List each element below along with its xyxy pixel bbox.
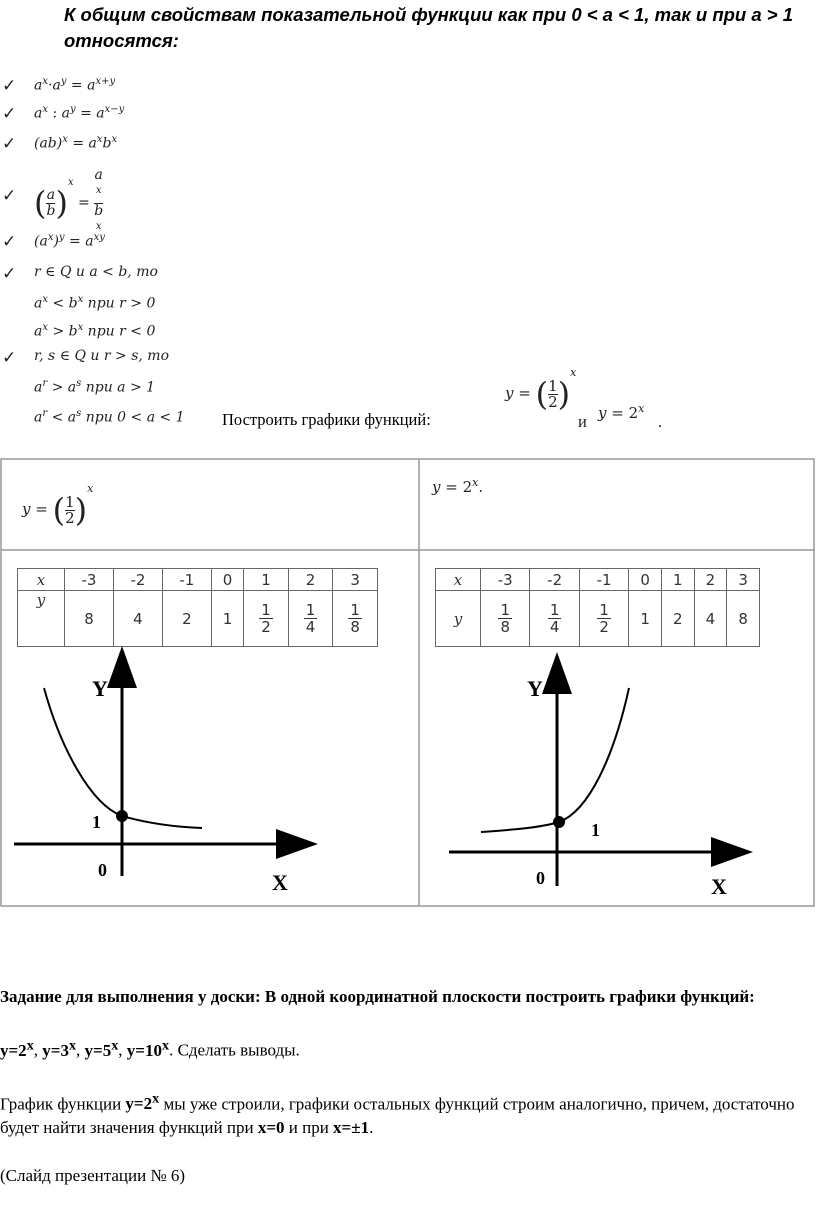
cell-y: $\frac{1}{8}$ bbox=[481, 591, 530, 647]
page-title: К общим свойствам показательной функции как при 0 < a < 1, так и при a > 1 относятся: bbox=[64, 4, 794, 51]
y-label: Y bbox=[92, 676, 108, 701]
cell-x: -2 bbox=[113, 569, 162, 591]
check-icon: ✓ bbox=[2, 232, 17, 252]
table-row-y bbox=[18, 591, 378, 647]
cell-y: 1 bbox=[211, 591, 243, 647]
y-label: Y bbox=[527, 676, 543, 701]
values-table-half bbox=[17, 568, 378, 647]
header-y: y bbox=[436, 591, 481, 647]
cell-x: 2 bbox=[694, 569, 727, 591]
cell-y: $\frac{1}{4}$ bbox=[288, 591, 333, 647]
cell-y: 4 bbox=[694, 591, 727, 647]
task-heading: Задание для выполнения у доски: В одной координатной плоскости построить графики функций: bbox=[0, 987, 755, 1006]
formula-half-power-top: y = ( $\frac{1}{2}$ )$^x$ bbox=[505, 366, 577, 413]
build-graphs-text: Построить графики функций: bbox=[222, 410, 431, 429]
header-x: x bbox=[18, 569, 65, 591]
check-icon: ✓ bbox=[2, 186, 17, 206]
one-label: 1 bbox=[591, 820, 600, 840]
cell-y: 4 bbox=[113, 591, 162, 647]
zero-label: 0 bbox=[98, 860, 107, 880]
cell-x: -2 bbox=[530, 569, 579, 591]
point-0-1 bbox=[116, 810, 128, 822]
cell-y: $\frac{1}{4}$ bbox=[530, 591, 579, 647]
check-icon: ✓ bbox=[2, 134, 17, 154]
graph-half-power bbox=[0, 646, 419, 906]
formula-two-power-top: $y = 2^x$ bbox=[598, 402, 645, 422]
cell-y: 8 bbox=[727, 591, 760, 647]
x-label: X bbox=[711, 874, 727, 899]
check-icon: ✓ bbox=[2, 104, 17, 124]
cell-y: 2 bbox=[661, 591, 694, 647]
curve bbox=[481, 688, 629, 832]
check-icon: ✓ bbox=[2, 348, 17, 368]
table-row-x bbox=[18, 569, 378, 591]
cell-y: $\frac{1}{2}$ bbox=[579, 591, 628, 647]
graphs-table bbox=[0, 458, 816, 907]
cell-y: 1 bbox=[629, 591, 662, 647]
task-functions: $y=2^x$, $y=3^x$, $y=5^x$, $y=10^x$. Сделать выводы. bbox=[0, 1037, 300, 1060]
formula-half-power-cell: y = ( $\frac{1}{2}$ )$^x$ bbox=[22, 482, 94, 529]
one-label: 1 bbox=[92, 812, 101, 832]
slide-reference: (Слайд презентации № 6) bbox=[0, 1166, 186, 1186]
cell-x: 3 bbox=[727, 569, 760, 591]
cell-y: $\frac{1}{2}$ bbox=[244, 591, 289, 647]
cell-y: $\frac{1}{8}$ bbox=[333, 591, 378, 647]
cell-x: 3 bbox=[333, 569, 378, 591]
graph-two-power bbox=[419, 646, 816, 906]
cell-y: 8 bbox=[65, 591, 114, 647]
check-icon: ✓ bbox=[2, 76, 17, 96]
cell-x: -3 bbox=[481, 569, 530, 591]
values-table-two bbox=[435, 568, 760, 647]
cell-x: 0 bbox=[211, 569, 243, 591]
cell-x: 1 bbox=[244, 569, 289, 591]
period: . bbox=[658, 412, 663, 431]
cell-x: 0 bbox=[629, 569, 662, 591]
header-x: x bbox=[436, 569, 481, 591]
and-text: и bbox=[578, 412, 587, 431]
x-label: X bbox=[272, 870, 288, 895]
cell-x: -1 bbox=[579, 569, 628, 591]
task-explanation: График функции $y=2^x$ мы уже строили, графики остальных функций строим аналогично, причем, достаточно будет найти значения функций при x=0 и при x=±1. bbox=[0, 1090, 795, 1138]
task-section bbox=[0, 985, 800, 1212]
cell-y: 2 bbox=[162, 591, 211, 647]
table-row-x bbox=[436, 569, 760, 591]
zero-label: 0 bbox=[536, 868, 545, 888]
table-row-y bbox=[436, 591, 760, 647]
point-0-1 bbox=[553, 816, 565, 828]
cell-x: 1 bbox=[661, 569, 694, 591]
check-icon: ✓ bbox=[2, 264, 17, 284]
header-y: y bbox=[18, 591, 65, 647]
cell-x: -3 bbox=[65, 569, 114, 591]
cell-x: 2 bbox=[288, 569, 333, 591]
formula-two-power-cell: $y = 2^x$. bbox=[432, 476, 484, 496]
cell-x: -1 bbox=[162, 569, 211, 591]
